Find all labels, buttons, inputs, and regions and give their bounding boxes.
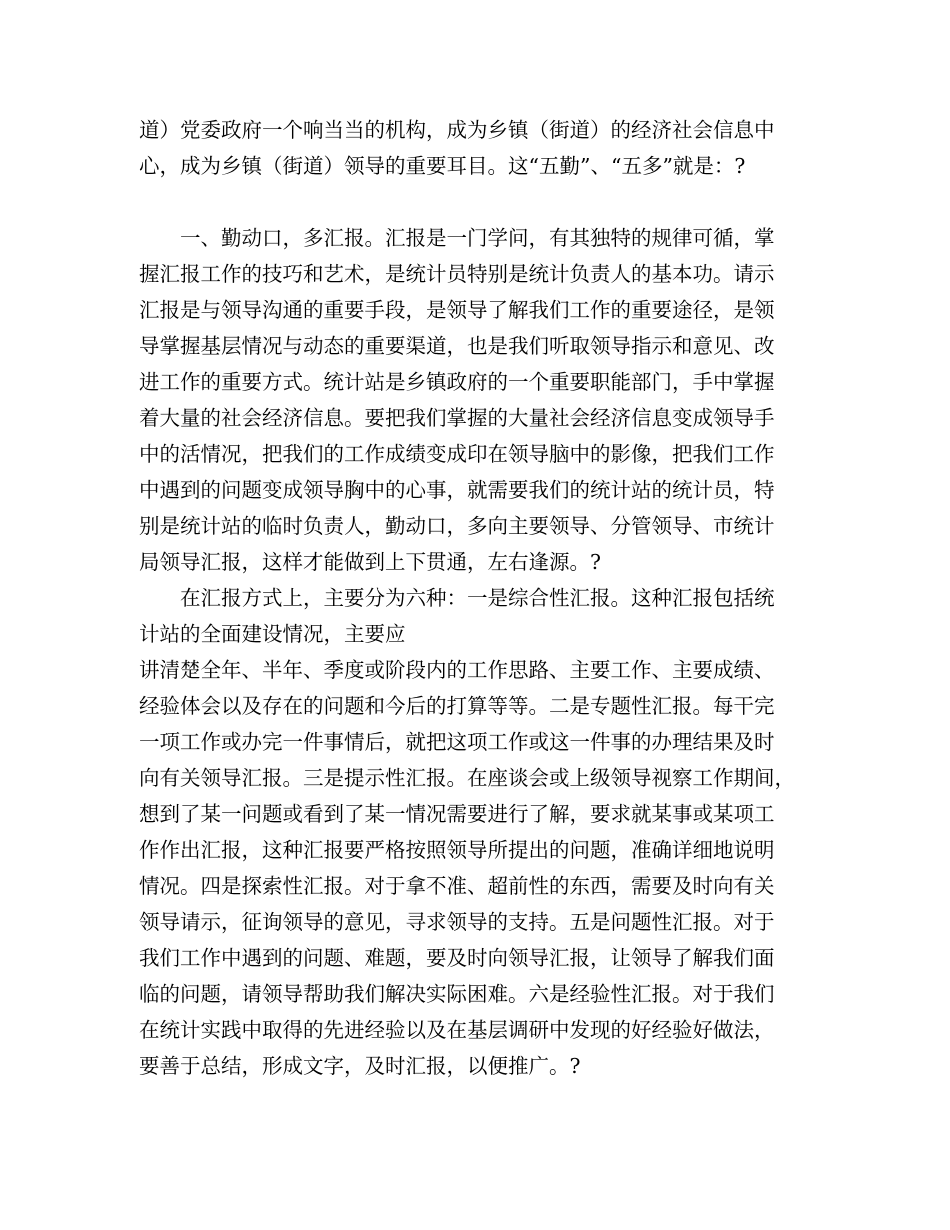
text-line: 一、勤动口，多汇报。汇报是一门学问，有其独特的规律可循，掌 — [139, 226, 775, 250]
text-line: 握汇报工作的技巧和艺术，是统计员特别是统计负责人的基本功。请示 — [139, 262, 775, 286]
text-line: 着大量的社会经济信息。要把我们掌握的大量社会经济信息变成领导手 — [139, 406, 775, 430]
text-line: 中的活情况，把我们的工作成绩变成印在领导脑中的影像，把我们工作 — [139, 442, 775, 466]
text-line: 心，成为乡镇（街道）领导的重要耳目。这“五勤”、“五多”就是：? — [139, 154, 746, 178]
text-line: 作作出汇报，这种汇报要严格按照领导所提出的问题，准确详细地说明 — [139, 838, 775, 862]
text-line: 领导请示，征询领导的意见，寻求领导的支持。五是问题性汇报。对于 — [139, 910, 775, 934]
text-line: 中遇到的问题变成领导胸中的心事，就需要我们的统计站的统计员，特 — [139, 478, 775, 502]
text-line: 汇报是与领导沟通的重要手段，是领导了解我们工作的重要途径，是领 — [139, 298, 775, 322]
text-line: 经验体会以及存在的问题和今后的打算等等。二是专题性汇报。每干完 — [139, 694, 775, 718]
text-line: 计站的全面建设情况，主要应 — [139, 622, 406, 646]
section-2-paragraph — [139, 580, 839, 1084]
text-line: 导掌握基层情况与动态的重要渠道，也是我们听取领导指示和意见、改 — [139, 334, 775, 358]
text-line: 局领导汇报，这样才能做到上下贯通，左右逢源。? — [139, 550, 601, 574]
text-line: 想到了某一问题或看到了某一情况需要进行了解，要求就某事或某项工 — [139, 802, 775, 826]
text-line: 要善于总结，形成文字，及时汇报，以便推广。? — [139, 1054, 581, 1078]
text-line: 别是统计站的临时负责人，勤动口，多向主要领导、分管领导、市统计 — [139, 514, 775, 538]
text-line: 道）党委政府一个响当当的机构，成为乡镇（街道）的经济社会信息中 — [139, 118, 775, 142]
text-line: 进工作的重要方式。统计站是乡镇政府的一个重要职能部门，手中掌握 — [139, 370, 775, 394]
paragraph-gap — [139, 184, 839, 220]
text-line: 情况。四是探索性汇报。对于拿不准、超前性的东西，需要及时向有关 — [139, 874, 775, 898]
intro-paragraph — [139, 112, 839, 184]
text-line: 在汇报方式上，主要分为六种：一是综合性汇报。这种汇报包括统 — [139, 586, 775, 610]
text-line: 临的问题，请领导帮助我们解决实际困难。六是经验性汇报。对于我们 — [139, 982, 775, 1006]
text-line: 一项工作或办完一件事情后，就把这项工作或这一件事的办理结果及时 — [139, 730, 775, 754]
body-text — [139, 112, 839, 1084]
text-line: 向有关领导汇报。三是提示性汇报。在座谈会或上级领导视察工作期间， — [139, 766, 795, 790]
text-line: 在统计实践中取得的先进经验以及在基层调研中发现的好经验好做法， — [139, 1018, 775, 1042]
section-1-paragraph — [139, 220, 839, 580]
text-line: 我们工作中遇到的问题、难题，要及时向领导汇报，让领导了解我们面 — [139, 946, 775, 970]
text-line: 讲清楚全年、半年、季度或阶段内的工作思路、主要工作、主要成绩、 — [139, 658, 775, 682]
